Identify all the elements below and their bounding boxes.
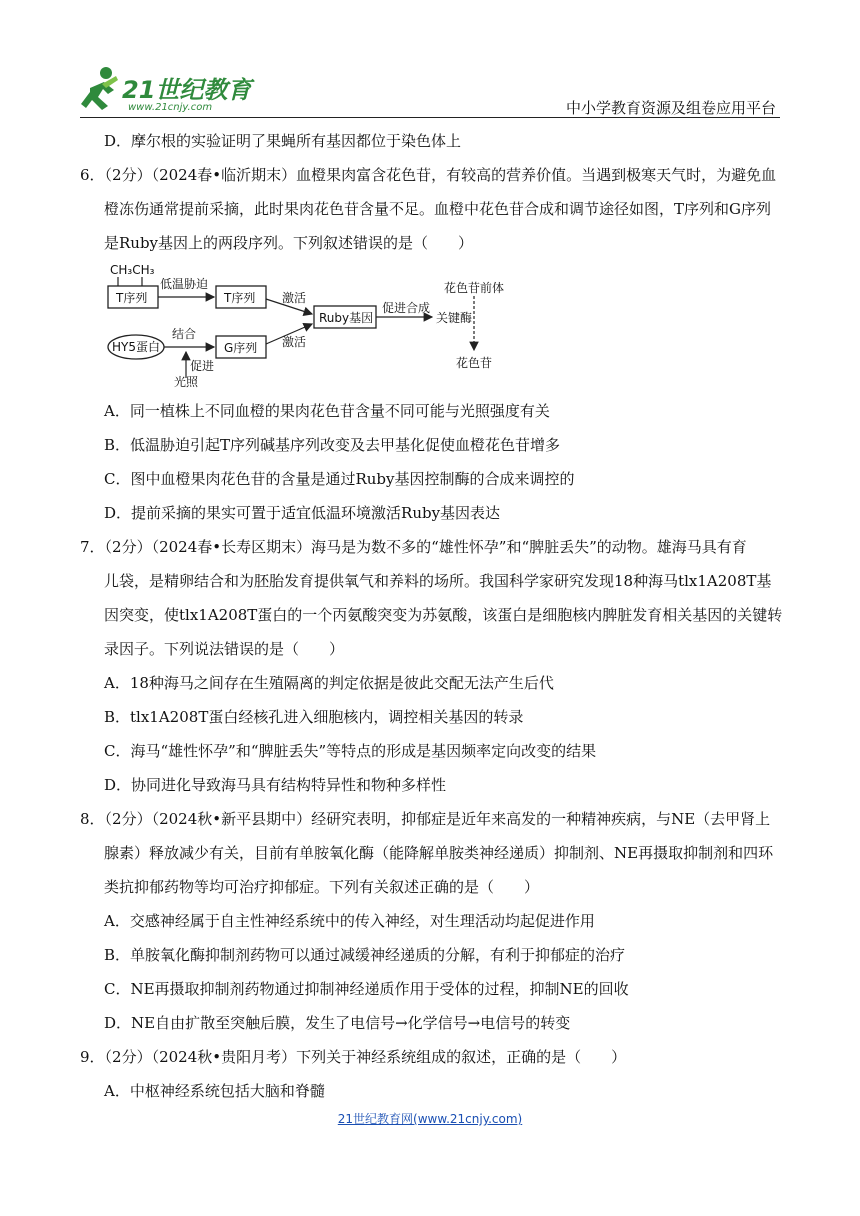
q8-option-c: C．NE再摄取抑制剂药物通过抑制神经递质作用于受体的过程，抑制NE的回收 xyxy=(104,980,629,998)
q6-option-d: D．提前采摘的果实可置于适宜低温环境激活Ruby基因表达 xyxy=(104,504,501,522)
q7-option-b: B．tlx1A208T蛋白经核孔进入细胞核内，调控相关基因的转录 xyxy=(104,708,524,726)
pathway-svg xyxy=(106,262,526,388)
q8-line-1: 8．（2分）（2024秋•新平县期中）经研究表明，抑郁症是近年来高发的一种精神疾病，与NE（去甲肾上 xyxy=(80,810,771,828)
q7-line-2: 儿袋，是精卵结合和为胚胎发育提供氧气和养料的场所。我国科学家研究发现18种海马tlx1A208T基 xyxy=(104,572,772,590)
low-temp-label: 低温胁迫 xyxy=(160,277,209,291)
hy5-protein-label: HY5蛋白 xyxy=(112,340,160,354)
key-enzyme-label: 关键酶 xyxy=(436,311,473,325)
q6-line-3: 是Ruby基因上的两段序列。下列叙述错误的是（ ） xyxy=(104,234,474,252)
light-label: 光照 xyxy=(174,375,199,388)
footer-link[interactable]: 21世纪教育网(www.21cnjy.com) xyxy=(337,1112,523,1126)
q6-line-1: 6．（2分）（2024春•临沂期末）血橙果肉富含花色苷，有较高的营养价值。当遇到极寒天气时，为避免血 xyxy=(80,166,777,184)
q9-line-1: 9．（2分）（2024秋•贵阳月考）下列关于神经系统组成的叙述，正确的是（ ） xyxy=(80,1048,627,1066)
q7-line-3: 因突变，使tlx1A208T蛋白的一个丙氨酸突变为苏氨酸，该蛋白是细胞核内脾脏发育相关基因的关键转 xyxy=(104,606,783,624)
page-header xyxy=(0,0,860,120)
prev-option-d: D．摩尔根的实验证明了果蝇所有基因都位于染色体上 xyxy=(104,132,462,150)
promote-synthesis-label: 促进合成 xyxy=(382,301,431,315)
activate-top-label: 激活 xyxy=(282,291,307,305)
ch3-label: CH₃CH₃ xyxy=(110,263,155,277)
ruby-gene-label: Ruby基因 xyxy=(319,311,374,325)
header-divider xyxy=(80,117,780,118)
q7-option-a: A．18种海马之间存在生殖隔离的判定依据是彼此交配无法产生后代 xyxy=(104,674,554,692)
q6-option-c: C．图中血橙果肉花色苷的含量是通过Ruby基因控制酶的合成来调控的 xyxy=(104,470,575,488)
q7-line-4: 录因子。下列说法错误的是（ ） xyxy=(104,640,345,658)
anthocyanin-label: 花色苷 xyxy=(456,356,493,370)
g-sequence-label: G序列 xyxy=(224,341,258,355)
t-sequence-label: T序列 xyxy=(116,291,148,305)
anthocyanin-pathway-diagram xyxy=(80,262,780,388)
site-logo[interactable] xyxy=(80,64,260,116)
q8-option-b: B．单胺氧化酶抑制剂药物可以通过减缓神经递质的分解，有利于抑郁症的治疗 xyxy=(104,946,626,964)
promote-label: 促进 xyxy=(190,359,215,373)
question-content xyxy=(80,124,783,1108)
q6-line-2: 橙冻伤通常提前采摘，此时果肉花色苷含量不足。血橙中花色苷合成和调节途径如图，T序列和G序列 xyxy=(104,200,771,218)
runner-icon xyxy=(80,64,124,114)
q9-option-a: A．中枢神经系统包括大脑和脊髓 xyxy=(104,1082,325,1100)
q8-option-a: A．交感神经属于自主性神经系统中的传入神经，对生理活动均起促进作用 xyxy=(104,912,595,930)
q7-option-d: D．协同进化导致海马具有结构特异性和物种多样性 xyxy=(104,776,447,794)
logo-brand-text: 21世纪教育 xyxy=(122,76,252,104)
platform-title: 中小学教育资源及组卷应用平台 xyxy=(565,99,776,117)
t-sequence-label-2: T序列 xyxy=(224,291,256,305)
page-footer xyxy=(0,1110,860,1127)
q7-option-c: C．海马“雄性怀孕”和“脾脏丢失”等特点的形成是基因频率定向改变的结果 xyxy=(104,742,597,760)
q7-line-1: 7．（2分）（2024春•长寿区期末）海马是为数不多的“雄性怀孕”和“脾脏丢失”的动物。雄海马具有育 xyxy=(80,538,747,556)
bind-label: 结合 xyxy=(172,327,197,341)
q6-option-a: A．同一植株上不同血橙的果肉花色苷含量不同可能与光照强度有关 xyxy=(104,402,550,420)
q8-line-2: 腺素）释放减少有关，目前有单胺氧化酶（能降解单胺类神经递质）抑制剂、NE再摄取抑制剂和四环 xyxy=(104,844,774,862)
q8-option-d: D．NE自由扩散至突触后膜，发生了电信号→化学信号→电信号的转变 xyxy=(104,1014,571,1032)
precursor-label: 花色苷前体 xyxy=(444,281,505,295)
q8-line-3: 类抗抑郁药物等均可治疗抑郁症。下列有关叙述正确的是（ ） xyxy=(104,878,540,896)
logo-site-text: www.21cnjy.com xyxy=(128,102,213,113)
q6-option-b: B．低温胁迫引起T序列碱基序列改变及去甲基化促使血橙花色苷增多 xyxy=(104,436,561,454)
activate-bottom-label: 激活 xyxy=(282,335,307,349)
